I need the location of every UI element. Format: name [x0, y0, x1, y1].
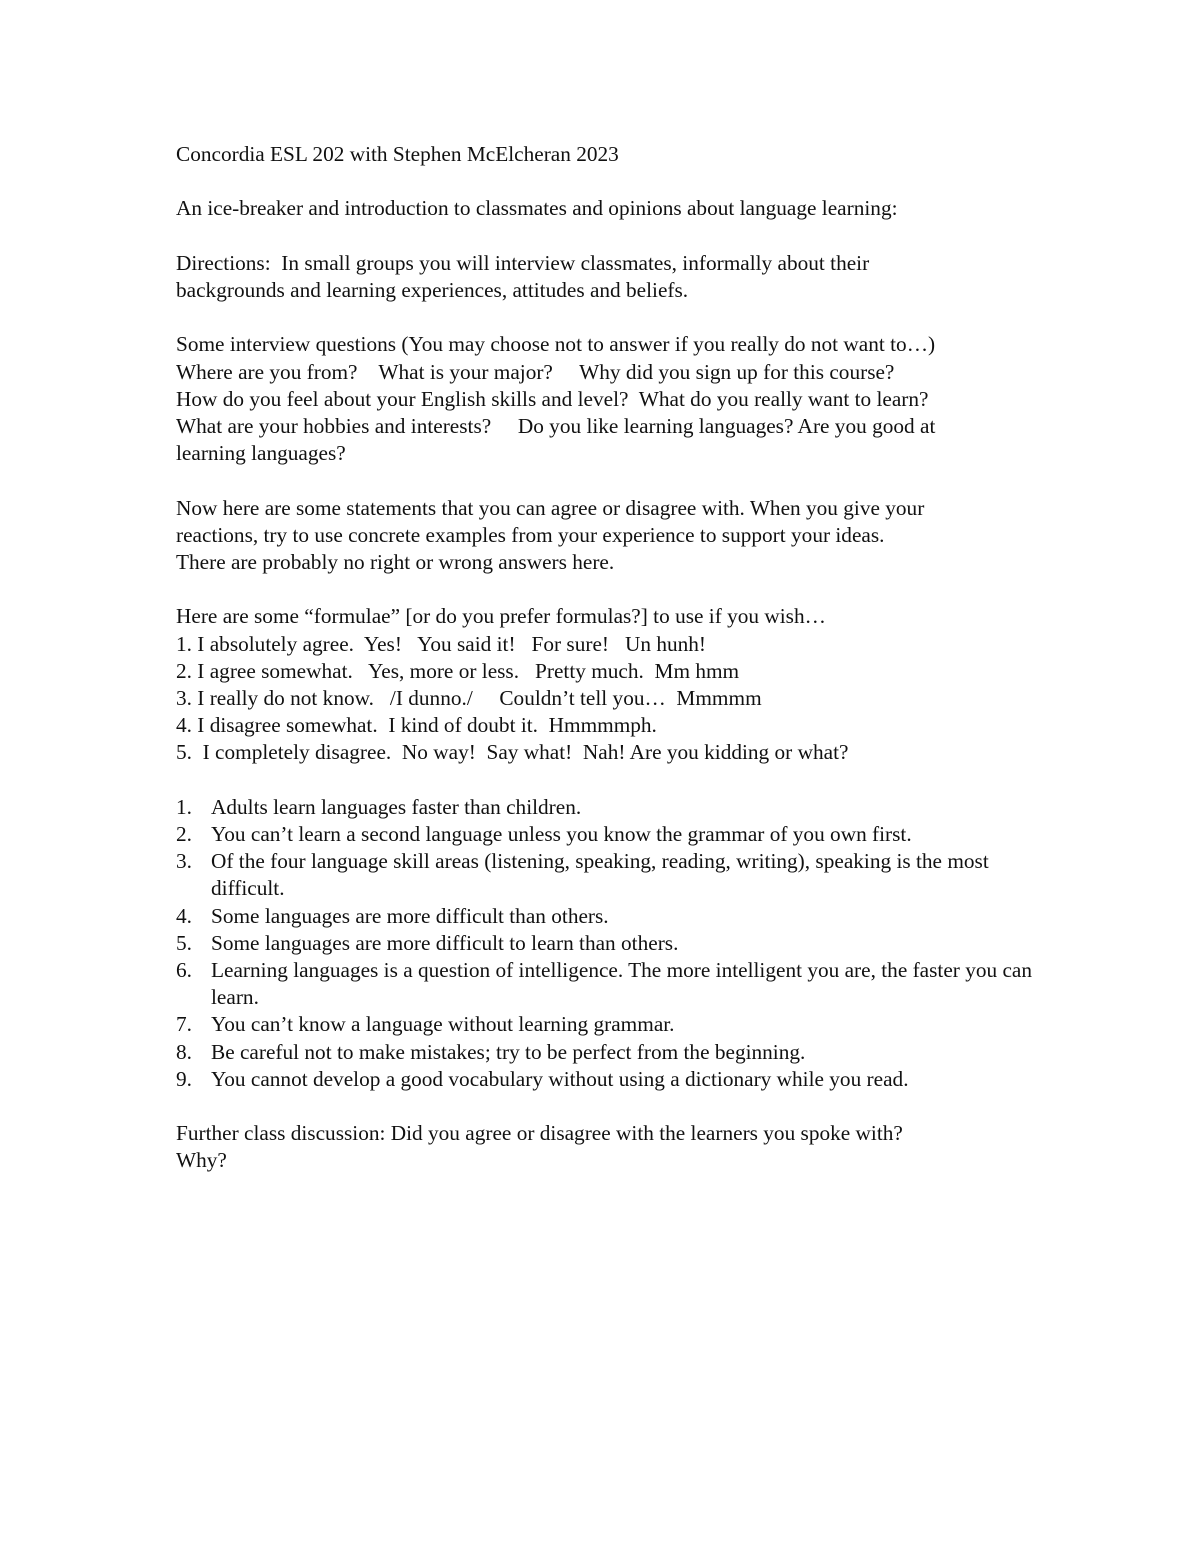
statements-intro-line: Now here are some statements that you can agree or disagree with. When you give your: [176, 495, 925, 520]
directions-line: backgrounds and learning experiences, attitudes and beliefs.: [176, 277, 689, 302]
statement-item: [176, 1039, 1036, 1066]
document-page: [176, 141, 1036, 1202]
statement-text: Be careful not to make mistakes; try to be perfect from the beginning.: [211, 1039, 806, 1064]
statement-text: Learning languages is a question of intelligence. The more intelligent you are, the faster you can learn.: [211, 958, 1033, 1010]
formulae-option: 5. I completely disagree. No way! Say what! Nah! Are you kidding or what?: [176, 740, 849, 765]
statements-intro-paragraph: [176, 495, 1036, 577]
statement-number: 7.: [176, 1012, 192, 1037]
intro-paragraph: An ice-breaker and introduction to classmates and opinions about language learning:: [176, 196, 898, 221]
questions-line: learning languages?: [176, 441, 346, 466]
statement-text: You cannot develop a good vocabulary without using a dictionary while you read.: [211, 1066, 909, 1091]
statement-number: 4.: [176, 903, 192, 928]
statement-item: [176, 794, 1036, 821]
questions-line: How do you feel about your English skills and level? What do you really want to learn?: [176, 386, 929, 411]
formulae-paragraph: [176, 603, 1036, 766]
statements-intro-line: There are probably no right or wrong answers here.: [176, 549, 615, 574]
formulae-option: 1. I absolutely agree. Yes! You said it! For sure! Un hunh!: [176, 631, 707, 656]
statement-number: 9.: [176, 1066, 192, 1091]
statement-number: 3.: [176, 849, 192, 874]
directions-paragraph: [176, 250, 1036, 304]
directions-line: Directions: In small groups you will interview classmates, informally about their: [176, 250, 870, 275]
formulae-option: 4. I disagree somewhat. I kind of doubt it. Hmmmmph.: [176, 713, 657, 738]
document-title: Concordia ESL 202 with Stephen McElcheran 2023: [176, 142, 619, 166]
statement-number: 1.: [176, 794, 192, 819]
questions-line: Where are you from? What is your major? Why did you sign up for this course?: [176, 359, 895, 384]
statement-number: 6.: [176, 958, 192, 982]
statement-text: Some languages are more difficult to learn than others.: [211, 930, 679, 955]
questions-line: What are your hobbies and interests? Do you like learning languages? Are you good at: [176, 413, 936, 438]
formulae-option: 2. I agree somewhat. Yes, more or less. Pretty much. Mm hmm: [176, 658, 740, 683]
further-discussion-line: Further class discussion: Did you agree or disagree with the learners you spoke with?: [176, 1121, 903, 1146]
statement-text: Adults learn languages faster than children.: [211, 794, 582, 819]
further-discussion-line: Why?: [176, 1148, 227, 1173]
statement-text: Of the four language skill areas (listening, speaking, reading, writing), speaking is the most difficult.: [211, 849, 989, 901]
statement-item: [176, 957, 1036, 1011]
statement-item: [176, 821, 1036, 848]
interview-questions-paragraph: [176, 331, 1036, 467]
further-discussion-paragraph: [176, 1120, 1036, 1174]
statement-text: Some languages are more difficult than others.: [211, 903, 609, 928]
statement-item: [176, 903, 1036, 930]
statement-item: [176, 930, 1036, 957]
formulae-option: 3. I really do not know. /I dunno./ Couldn’t tell you… Mmmmm: [176, 685, 762, 710]
statement-item: [176, 1011, 1036, 1038]
statements-intro-line: reactions, try to use concrete examples from your experience to support your ideas.: [176, 522, 885, 547]
statement-number: 8.: [176, 1039, 192, 1064]
statements-list: [176, 794, 1036, 1093]
statement-text: You can’t learn a second language unless you know the grammar of you own first.: [211, 821, 912, 846]
statement-number: 2.: [176, 821, 192, 846]
statement-number: 5.: [176, 930, 192, 955]
questions-line: Some interview questions (You may choose not to answer if you really do not want to…): [176, 332, 936, 357]
formulae-heading: Here are some “formulae” [or do you prefer formulas?] to use if you wish…: [176, 604, 826, 629]
statement-item: [176, 1066, 1036, 1093]
statement-item: [176, 848, 1036, 902]
statement-text: You can’t know a language without learning grammar.: [211, 1012, 675, 1037]
